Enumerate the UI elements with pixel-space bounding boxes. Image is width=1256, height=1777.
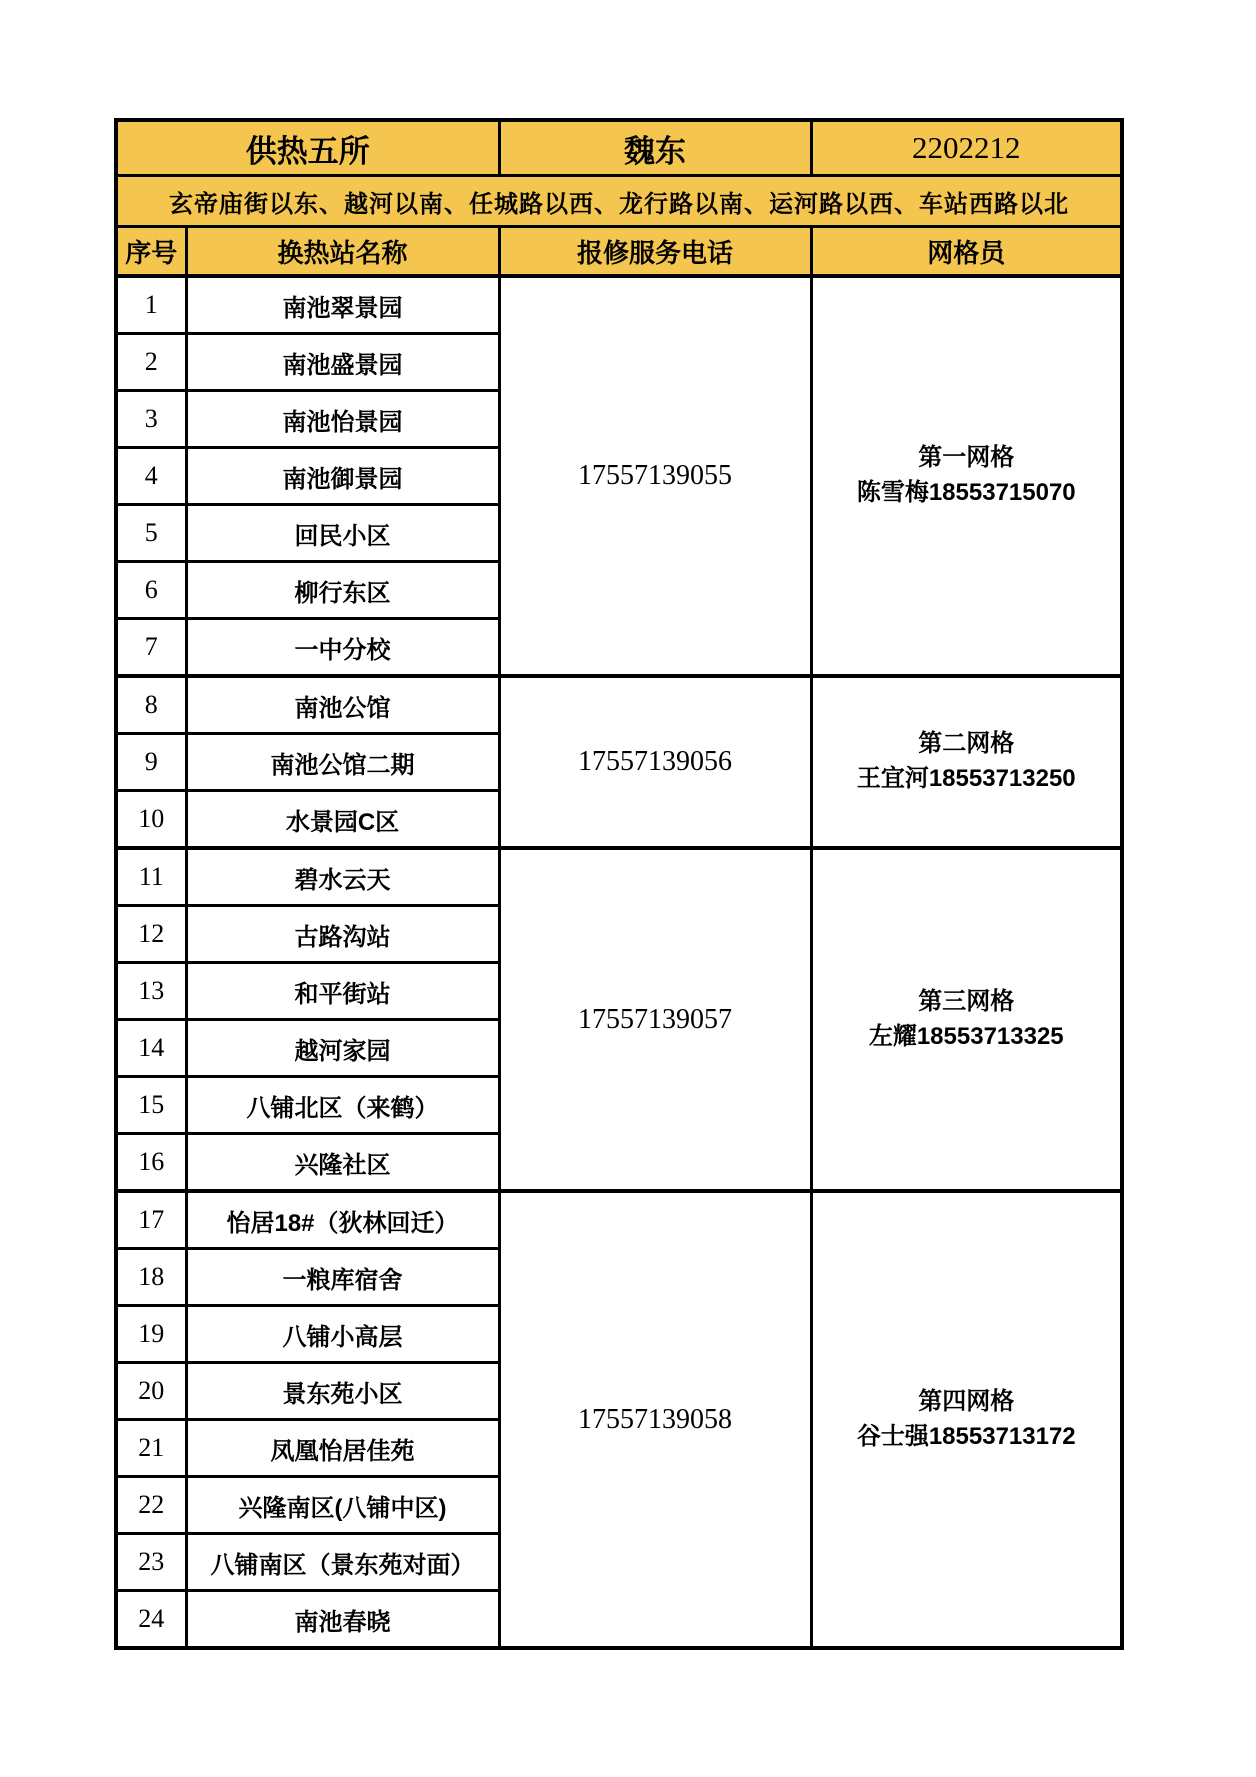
row-index: 8 [116,676,186,734]
row-index: 23 [116,1534,186,1591]
column-header-row [116,227,1122,277]
grid-zone-name: 第三网格 [918,987,1015,1015]
row-index: 15 [116,1077,186,1134]
station-name: 南池公馆 [186,676,499,734]
station-name: 碧水云天 [186,848,499,906]
row-index: 5 [116,505,186,562]
grid-zone-name: 第四网格 [918,1387,1015,1415]
manager-name: 魏东 [499,120,811,176]
station-name: 柳行东区 [186,562,499,619]
station-name: 南池盛景园 [186,334,499,391]
row-index: 3 [116,391,186,448]
grid-zone-name: 第一网格 [918,444,1015,472]
row-index: 1 [116,276,186,334]
row-index: 16 [116,1134,186,1192]
station-name: 怡居18#（狄林回迁） [186,1191,499,1249]
repair-phone: 17557139058 [499,1191,811,1648]
column-header-grid: 网格员 [811,227,1122,277]
station-name: 越河家园 [186,1020,499,1077]
station-name: 凤凰怡居佳苑 [186,1420,499,1477]
grid-officer-cell [811,848,1122,1191]
row-index: 20 [116,1363,186,1420]
station-name: 南池御景园 [186,448,499,505]
office-title: 供热五所 [116,120,499,176]
station-name: 一中分校 [186,619,499,677]
station-name: 一粮库宿舍 [186,1249,499,1306]
column-header-phone: 报修服务电话 [499,227,811,277]
table-row [116,848,1122,906]
station-name: 南池翠景园 [186,276,499,334]
grid-officer-contact: 王宜河18553713250 [856,765,1076,792]
grid-officer-cell [811,276,1122,676]
station-name: 兴隆社区 [186,1134,499,1192]
repair-phone: 17557139056 [499,676,811,848]
row-index: 19 [116,1306,186,1363]
row-index: 18 [116,1249,186,1306]
row-index: 2 [116,334,186,391]
grid-officer-contact: 左耀18553713325 [868,1022,1064,1050]
grid-zone-name: 第二网格 [918,730,1015,758]
row-index: 14 [116,1020,186,1077]
grid-officer-contact: 陈雪梅18553715070 [856,479,1076,506]
row-index: 7 [116,619,186,677]
station-name: 南池怡景园 [186,391,499,448]
district-description: 玄帝庙街以东、越河以南、任城路以西、龙行路以南、运河路以西、车站西路以北 [116,176,1122,227]
row-index: 22 [116,1477,186,1534]
station-rows [116,276,1122,1648]
station-name: 八铺南区（景东苑对面） [186,1534,499,1591]
column-header-index: 序号 [116,227,186,277]
row-index: 13 [116,963,186,1020]
row-index: 11 [116,848,186,906]
row-index: 17 [116,1191,186,1249]
row-index: 6 [116,562,186,619]
repair-phone: 17557139057 [499,848,811,1191]
table-row [116,276,1122,334]
row-index: 4 [116,448,186,505]
grid-officer-contact: 谷士强18553713172 [856,1422,1076,1450]
station-name: 回民小区 [186,505,499,562]
station-name: 兴隆南区(八铺中区) [186,1477,499,1534]
table-row [116,676,1122,734]
station-name: 和平街站 [186,963,499,1020]
station-name: 八铺小高层 [186,1306,499,1363]
title-row [116,120,1122,176]
row-index: 10 [116,791,186,849]
row-index: 12 [116,906,186,963]
district-code: 2202212 [811,120,1122,176]
heating-station-table [114,118,1124,1650]
district-row [116,176,1122,227]
station-name: 古路沟站 [186,906,499,963]
grid-officer-cell [811,676,1122,848]
row-index: 24 [116,1591,186,1649]
station-name: 南池公馆二期 [186,734,499,791]
repair-phone: 17557139055 [499,276,811,676]
row-index: 9 [116,734,186,791]
station-name: 南池春晓 [186,1591,499,1649]
table-row [116,1191,1122,1249]
station-name: 水景园C区 [186,791,499,849]
station-name: 八铺北区（来鹤） [186,1077,499,1134]
column-header-station: 换热站名称 [186,227,499,277]
grid-officer-cell [811,1191,1122,1648]
row-index: 21 [116,1420,186,1477]
station-name: 景东苑小区 [186,1363,499,1420]
